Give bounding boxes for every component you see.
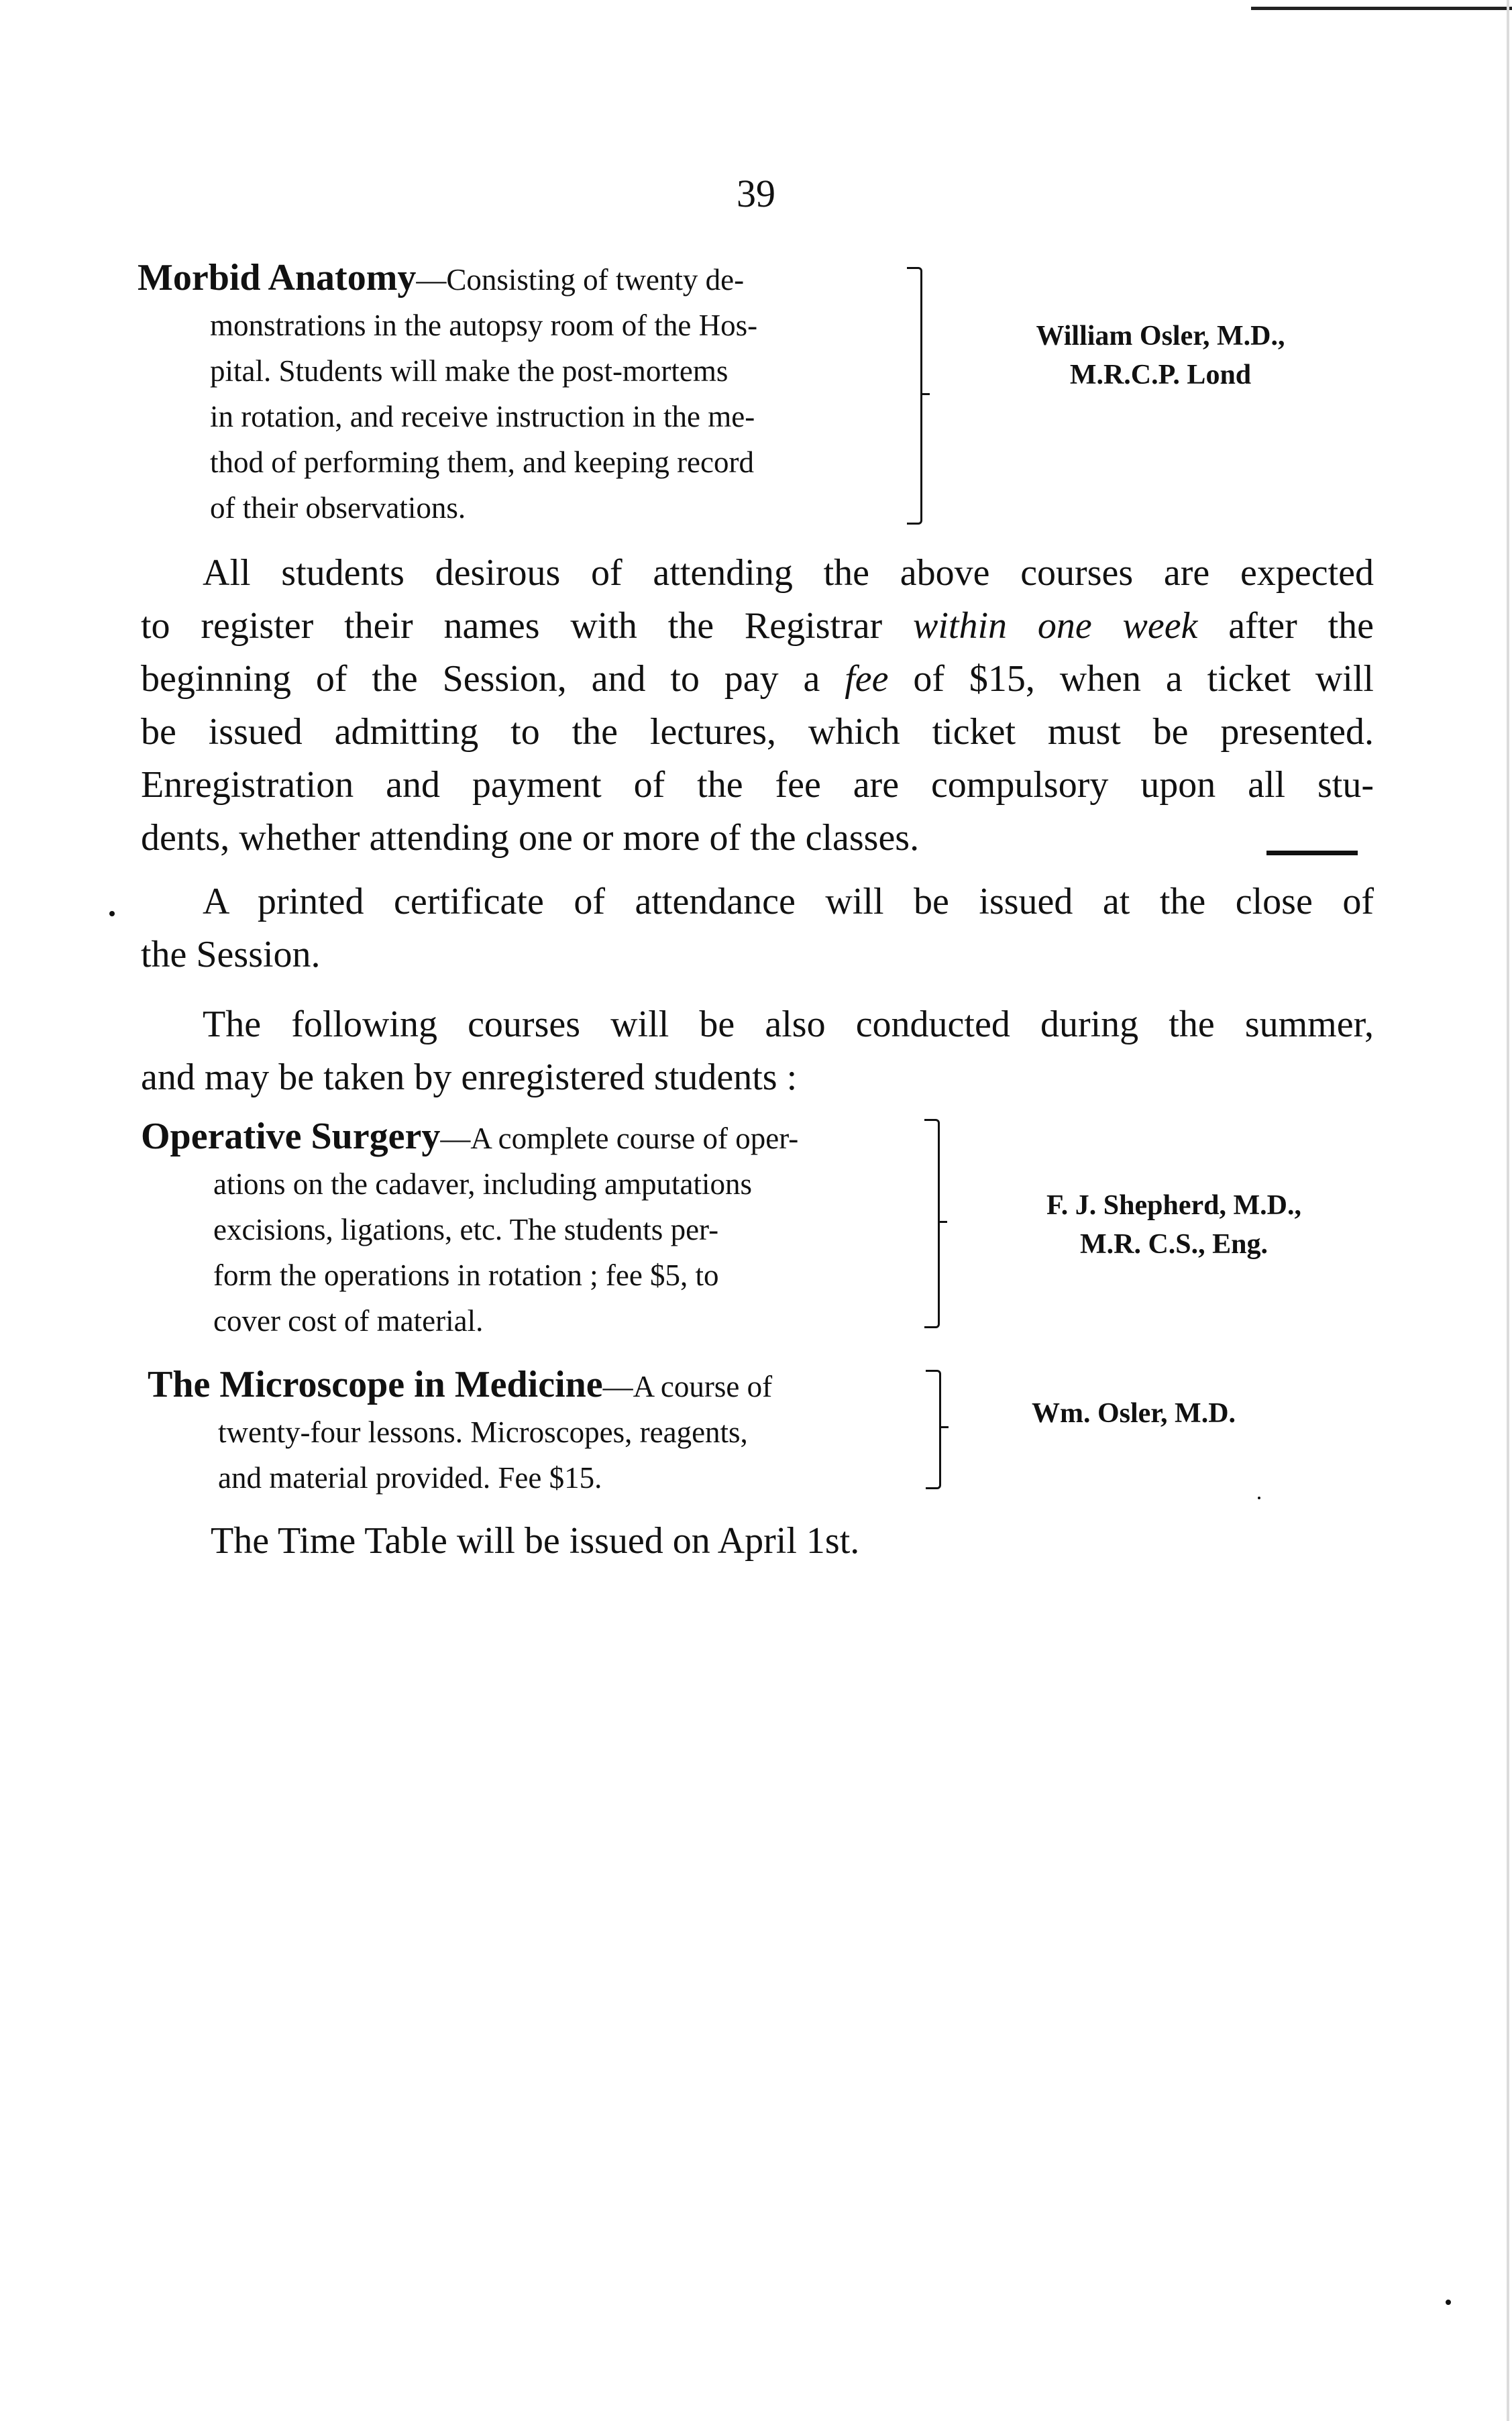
course-desc-line: —Consisting of twenty de- (416, 263, 745, 297)
course-desc-line: of their observations. (210, 491, 466, 525)
course-desc-line: monstrations in the autopsy room of the Hos- (210, 309, 758, 342)
course-desc-line: pital. Students will make the post-mortems (210, 354, 728, 388)
course-desc-line: and material provided. Fee $15. (218, 1461, 602, 1495)
course-desc-line: cover cost of material. (213, 1304, 484, 1338)
paragraph-line: beginning of the Session, and to pay a fee of $15, when a ticket will (141, 658, 1374, 700)
emphasis-fee: fee (845, 658, 889, 700)
course-desc-line: ations on the cadaver, including amputations (213, 1167, 752, 1201)
page-edge-shadow (1507, 0, 1509, 2421)
lecturer-line: F. J. Shepherd, M.D., (1046, 1190, 1301, 1221)
ink-dot (1258, 1497, 1260, 1499)
paragraph-line: The following courses will be also conducted during the summer, (203, 1004, 1374, 1045)
paragraph-line: to register their names with the Registrar within one week after the (141, 605, 1374, 647)
course-first-line (138, 255, 929, 303)
course-brace (926, 1370, 941, 1489)
course-first-line (141, 1114, 932, 1161)
ink-dot (109, 911, 115, 916)
course-desc-line: in rotation, and receive instruction in the me- (210, 400, 755, 433)
brace-point (938, 1221, 947, 1223)
lecturer-line: M.R.C.P. Lond (1069, 360, 1252, 390)
top-rule (1251, 7, 1512, 10)
course-title: Operative Surgery (141, 1116, 441, 1157)
lecturer (953, 1186, 1395, 1264)
certificate-paragraph (141, 875, 1374, 981)
course-title: Morbid Anatomy (138, 257, 417, 299)
course-desc-line: excisions, ligations, etc. The students per- (213, 1213, 719, 1246)
closing-text: The Time Table will be issued on April 1st. (211, 1520, 860, 1562)
paragraph-line: dents, whether attending one or more of the classes. (141, 817, 920, 859)
paragraph-line: the Session. (141, 934, 321, 975)
summer-paragraph (141, 998, 1374, 1104)
course-desc-line: —A complete course of oper- (440, 1122, 799, 1155)
paragraph-line: and may be taken by enregistered students : (141, 1057, 798, 1098)
course-desc-line: —A course of (602, 1370, 773, 1403)
course-description (148, 1362, 939, 1501)
lecturer-line: William Osler, M.D., (1036, 321, 1285, 352)
course-description (141, 1114, 932, 1344)
ink-dot (1446, 2300, 1451, 2305)
lecturer (946, 317, 1375, 394)
registration-paragraph (141, 547, 1374, 865)
paragraph-line: A printed certificate of attendance will be issued at the close of (203, 881, 1374, 922)
lecturer-line: M.R. C.S., Eng. (1079, 1229, 1268, 1260)
course-desc-line: twenty-four lessons. Microscopes, reagents, (218, 1415, 748, 1449)
emphasis-within-one-week: within one week (913, 605, 1198, 647)
brace-point (939, 1426, 949, 1428)
course-first-line (148, 1362, 939, 1409)
course-brace (924, 1119, 940, 1328)
lecturer (953, 1394, 1315, 1433)
paragraph-line: All students desirous of attending the above courses are expected (203, 552, 1374, 594)
closing-line (211, 1515, 1351, 1568)
paragraph-line: be issued admitting to the lectures, which ticket must be presented. (141, 711, 1374, 753)
ink-dash (1266, 851, 1358, 855)
brace-point (920, 393, 930, 395)
course-title: The Microscope in Medicine (148, 1364, 603, 1405)
course-desc-line: thod of performing them, and keeping record (210, 445, 754, 479)
course-desc-line: form the operations in rotation ; fee $5, to (213, 1258, 719, 1292)
page-number: 39 (737, 172, 775, 215)
course-description (138, 255, 929, 531)
paragraph-line: Enregistration and payment of the fee are compulsory upon all stu- (141, 764, 1374, 806)
course-brace (907, 267, 922, 525)
lecturer-line: Wm. Osler, M.D. (1031, 1398, 1236, 1429)
